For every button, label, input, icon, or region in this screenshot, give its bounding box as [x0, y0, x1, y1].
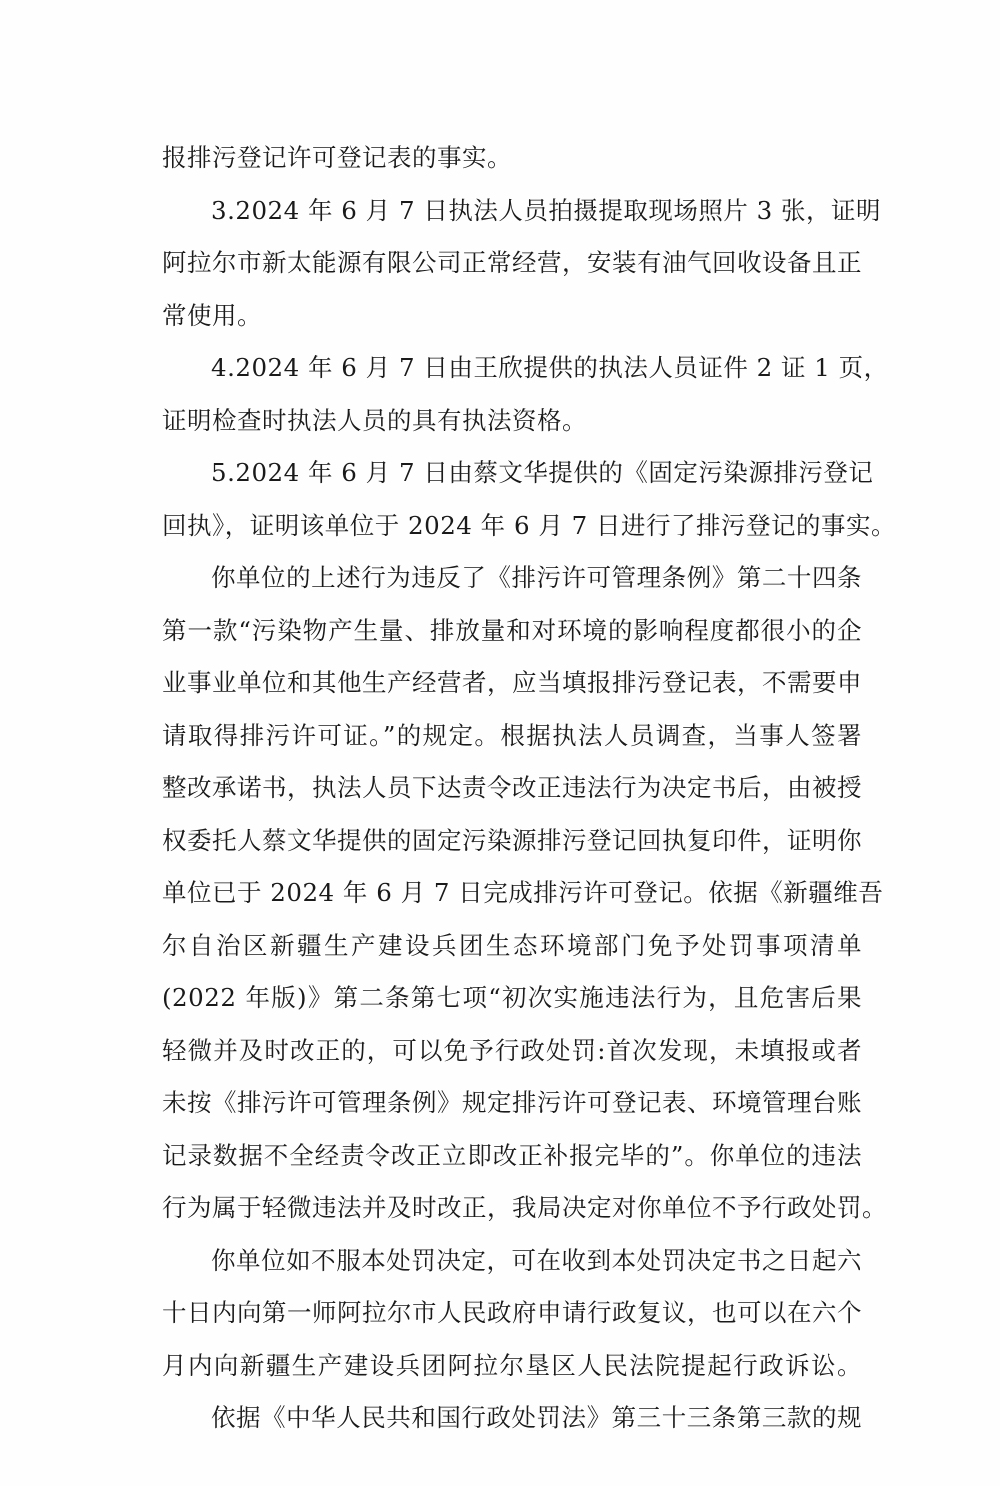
text-line: 你单位如不服本处罚决定，可在收到本处罚决定书之日起六: [211, 1245, 862, 1275]
text-line: 请取得排污许可证。”的规定。根据执法人员调查，当事人签署: [162, 720, 862, 750]
text-line: 业事业单位和其他生产经营者，应当填报排污登记表，不需要申: [162, 668, 862, 697]
text-line: 单位已于 2024 年 6 月 7 日完成排污许可登记。依据《新疆维吾: [162, 878, 884, 907]
body-text: [162, 132, 897, 1445]
text-line: 整改承诺书，执法人员下达责令改正违法行为决定书后，由被授: [162, 773, 862, 802]
text-line: 行为属于轻微违法并及时改正，我局决定对你单位不予行政处罚。: [162, 1193, 887, 1222]
text-line: 你单位的上述行为违反了《排污许可管理条例》第二十四条: [211, 563, 862, 592]
text-line: 轻微并及时改正的，可以免予行政处罚:首次发现，未填报或者: [162, 1035, 862, 1065]
text-line: 报排污登记许可登记表的事实。: [162, 143, 512, 172]
text-line: 十日内向第一师阿拉尔市人民政府申请行政复议，也可以在六个: [162, 1298, 862, 1327]
text-line: 3.2024 年 6 月 7 日执法人员拍摄提取现场照片 3 张，证明: [211, 195, 882, 225]
text-line: 第一款“污染物产生量、排放量和对环境的影响程度都很小的企: [162, 615, 862, 645]
text-line: 尔自治区新疆生产建设兵团生态环境部门免予处罚事项清单: [162, 930, 862, 960]
text-line: 依据《中华人民共和国行政处罚法》第三十三条第三款的规: [211, 1403, 862, 1432]
text-line: 证明检查时执法人员的具有执法资格。: [162, 405, 587, 435]
text-line: 回执》，证明该单位于 2024 年 6 月 7 日进行了排污登记的事实。: [162, 510, 897, 540]
text-line: 常使用。: [162, 300, 262, 330]
text-line: 月内向新疆生产建设兵团阿拉尔垦区人民法院提起行政诉讼。: [162, 1350, 862, 1380]
text-line: 权委托人蔡文华提供的固定污染源排污登记回执复印件，证明你: [162, 825, 862, 855]
text-line: 5.2024 年 6 月 7 日由蔡文华提供的《固定污染源排污登记: [211, 458, 874, 487]
text-line: (2022 年版)》第二条第七项“初次实施违法行为，且危害后果: [162, 983, 862, 1012]
text-line: 记录数据不全经责令改正立即改正补报完毕的”。你单位的违法: [162, 1140, 862, 1170]
text-line: 阿拉尔市新太能源有限公司正常经营，安装有油气回收设备且正: [162, 248, 862, 277]
text-line: 未按《排污许可管理条例》规定排污许可登记表、环境管理台账: [162, 1088, 862, 1117]
text-line: 4.2024 年 6 月 7 日由王欣提供的执法人员证件 2 证 1 页，: [211, 353, 889, 382]
